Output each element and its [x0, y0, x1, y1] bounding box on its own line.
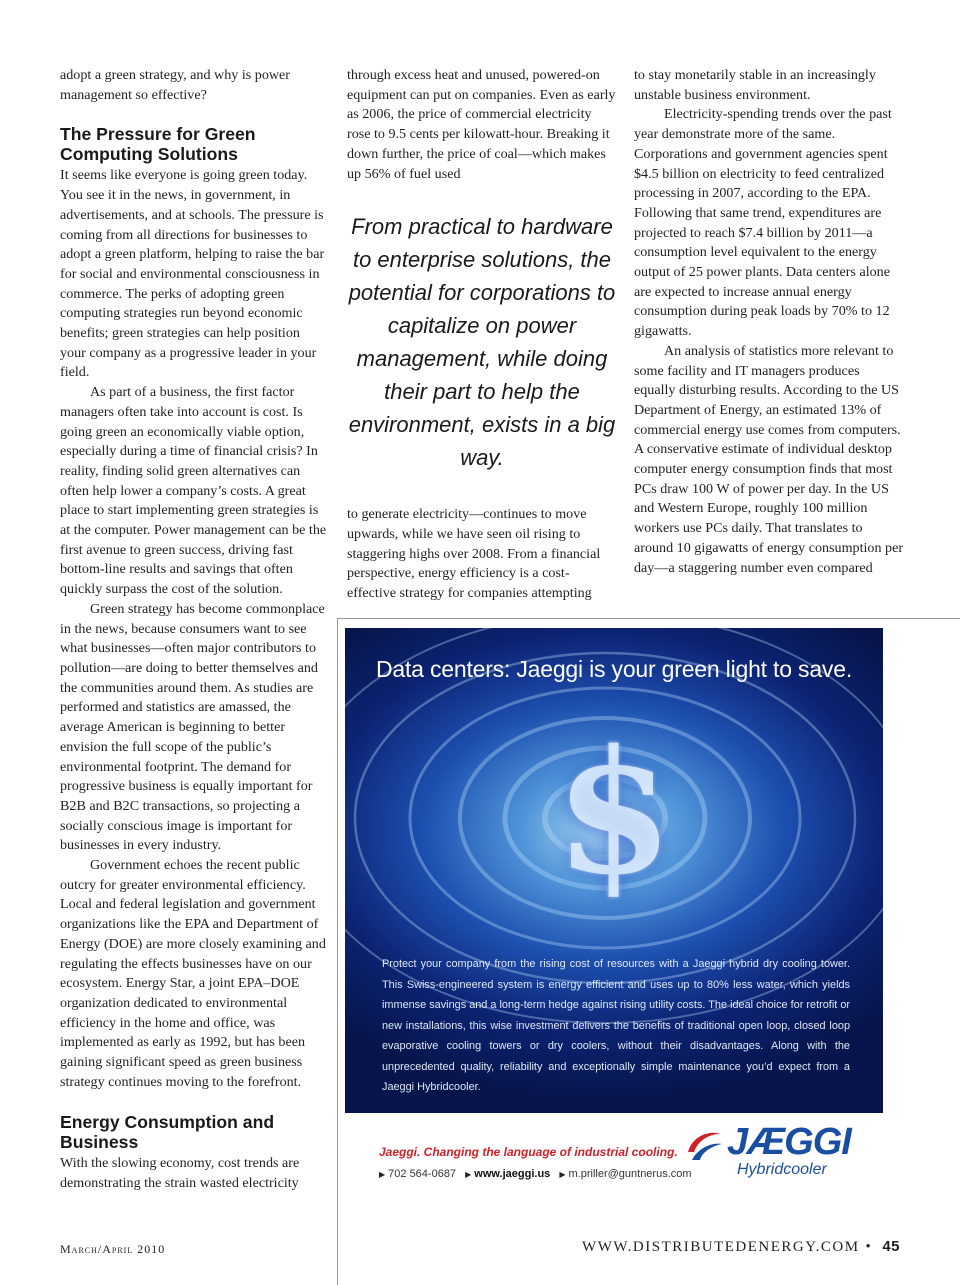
pull-quote: From practical to hardware to enterprise solutions, the potential for corporations to capitalize on power management, while doing their part to help the environment, exists in a big way.: [348, 214, 616, 471]
section-heading-pressure: The Pressure for Green Computing Solutions: [60, 124, 256, 165]
paragraph: through excess heat and unused, powered-on equipment can put on companies. Even as early as 2006, the price of commercial electricity rose to 9.5 cents per kilowatt-hour. Breaking it down further, the price of coal—which makes up 56% of fuel used: [347, 67, 616, 182]
ad-contacts: [379, 1168, 692, 1180]
article-column-1: [60, 66, 328, 1194]
logo-wordmark: JÆGGI: [727, 1121, 851, 1163]
ad-phone: 702 564-0687: [388, 1168, 457, 1180]
logo-subtitle: Hybridcooler: [737, 1161, 827, 1178]
paragraph: Government echoes the recent public outcry for greater environmental efficiency. Local and federal legislation and government organizations like the EPA and Department of Energy (DOE) are more closely examining and regulating the effects businesses have on our ecosystem. Energy Star, a joint EPA–DOE organization dedicated to environmental efficiency in the home and office, was implemented as early as 1992, but has been gaining significant speed as green business strategy continues moving to the forefront.: [60, 857, 326, 1090]
ad-email-link[interactable]: m.priller@guntnerus.com: [568, 1168, 692, 1180]
article-column-3: [634, 66, 904, 578]
footer-website: WWW.DISTRIBUTEDENERGY.COM: [582, 1239, 860, 1255]
paragraph: With the slowing economy, cost trends are demonstrating the strain wasted electricity: [60, 1155, 300, 1192]
ad-headline: Data centers: Jaeggi is your green light to save.: [375, 656, 853, 682]
ad-tagline: Jaeggi. Changing the language of industrial cooling.: [379, 1145, 678, 1159]
article-column-2: [347, 66, 617, 604]
paragraph: It seems like everyone is going green today. You see it in the news, in government, in advertisements, and at schools. The pressure is coming from all directions for businesses to adopt a green platform, helping to raise the bar for social and environmental consciousness in commerce. The perks of adopting green computing strategies run beyond economic benefits; green strategies can help position your company as a progressive leader in your field.: [60, 167, 325, 381]
arrow-right-icon: ▶: [465, 1170, 472, 1179]
footer-bullet: •: [865, 1239, 873, 1255]
arrow-right-icon: ▶: [379, 1170, 386, 1179]
ad-body-text: Protect your company from the rising cost of resources with a Jaeggi hybrid dry cooling tower. This Swiss-engineered system is energy efficient and uses up to 80% less water, which yields immense savings and a long-term hedge against rising utility costs. The ideal choice for retrofit or new installations, this wise investment delivers the benefits of traditional open loop, closed loop evaporative cooling towers or dry coolers, without their disadvantages. Along with the unprecedented quality, reliability and exceptionally simple maintenance you’d expect from a Jaeggi Hybridcooler.: [382, 958, 850, 1093]
jaeggi-swirl-icon: [682, 1126, 724, 1164]
dollar-sign-icon: $: [554, 713, 674, 913]
ad-footer: [345, 1113, 883, 1205]
paragraph: An analysis of statistics more relevant to some facility and IT managers produces equally disturbing results. According to the US Department of Energy, an estimated 13% of commercial energy use comes from computers. A conservative estimate of individual desktop computer energy consumption finds that most PCs draw 100 W of power per day. In the US and Western Europe, roughly 100 million workers use PCs daily. That translates to around 10 gigawatts of energy consumption per day—a staggering number even compared: [634, 342, 904, 576]
paragraph: to generate electricity—continues to move upwards, while we have seen oil rising to staggering highs over 2008. From a financial perspective, energy efficiency is a cost-effective strategy for companies attempting: [347, 506, 601, 602]
section-heading-energy: Energy Consumption and Business: [60, 1112, 275, 1153]
paragraph: Electricity-spending trends over the past year demonstrate more of the same. Corporations and government agencies spent $4.5 billion on electricity to feed centralized processing in 2007, according to the EPA. Following that same trend, expenditures are projected to reach $7.4 billion by 2011—a consumption level equivalent to the energy output of 25 power plants. Data centers alone are expected to increase annual energy consumption during peak loads by 70% to 12 gigawatts.: [634, 106, 892, 340]
ad-website-link[interactable]: www.jaeggi.us: [474, 1168, 551, 1180]
jaeggi-logo: [682, 1121, 862, 1181]
paragraph: As part of a business, the first factor managers often take into account is cost. Is going green an economically viable option, especially during a time of financial crisis? In reality, finding solid green alternatives can often help lower a company’s costs. A great place to start implementing green strategies is at the computer. Power management can be the first avenue to green success, driving fast bottom-line results and savings that often quickly surpass the cost of the solution.: [60, 384, 327, 598]
arrow-right-icon: ▶: [559, 1170, 566, 1179]
jaeggi-advertisement: [337, 618, 960, 1285]
footer-site: [582, 1238, 900, 1256]
paragraph: adopt a green strategy, and why is power management so effective?: [60, 67, 290, 103]
paragraph: to stay monetarily stable in an increasingly unstable business environment.: [634, 67, 876, 103]
page-number: 45: [882, 1238, 900, 1255]
ad-water-ripple-image: [345, 628, 883, 1113]
issue-date: March/April 2010: [60, 1242, 166, 1256]
paragraph: Green strategy has become commonplace in the news, because consumers want to see what businesses—often major contributors to pollution—are doing to better themselves and the communities around them. As studies are performed and statistics are amassed, the average American is beginning to better envision the full scope of the public’s environmental footprint. The demand for progressive business is equally important for B2B and B2C transactions, so projecting a socially conscious image is important for businesses in every industry.: [60, 600, 325, 854]
